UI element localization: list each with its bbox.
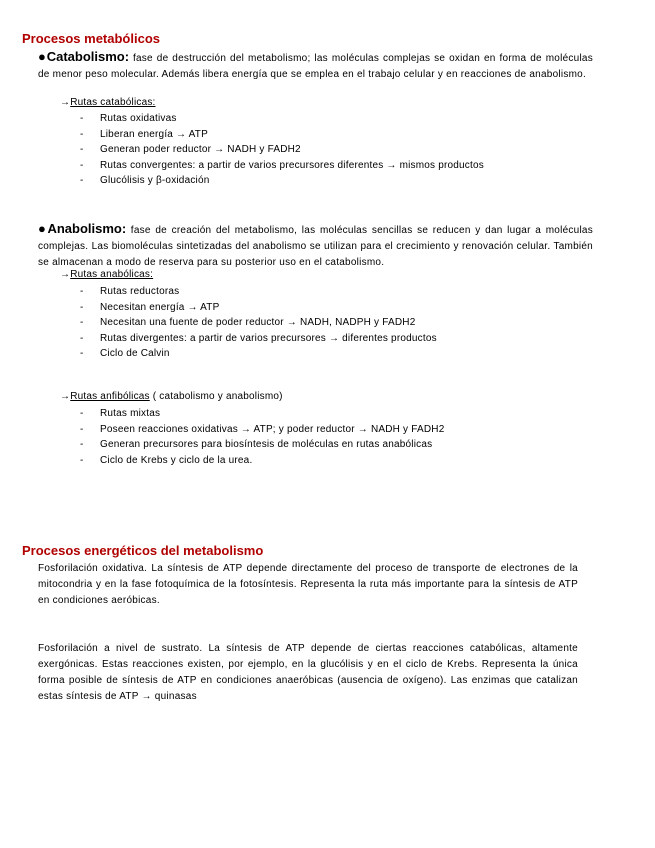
list-item: - Ciclo de Krebs y ciclo de la urea. [80,454,253,466]
list-item: - Ciclo de Calvin [80,348,170,359]
anabolismo-text: fase de creación del metabolismo, las moléculas sencillas se reducen y dan lugar a moléculas complejas. Las biomoléculas sintetizadas del anabolismo se utilizan para el crecimiento y renovación celular. También se almacenan a modo de reserva para su posterior uso en el catabolismo. [38,225,593,268]
arrow-icon: → [60,97,71,108]
anabolismo-paragraph [38,221,593,271]
list-item: - Rutas reductoras [80,286,180,297]
catabolismo-text: fase de destrucción del metabolismo; las moléculas complejas se oxidan en forma de moléculas de menor peso molecular. Además libera energía que se emplea en el trabajo celular y en reacciones de anabolismo. [38,53,593,80]
rutas-anfibolicas-line [60,391,283,402]
catabolismo-title: Catabolismo: [46,49,130,64]
bullet-icon: ● [38,221,48,236]
rutas-anabolicas-line [60,269,153,280]
anabolicas-list [80,284,437,362]
catabolismo-paragraph [38,49,593,83]
anfibolicas-list [80,406,444,468]
rutas-anfibolicas-suffix: ( catabolismo y anabolismo) [149,391,283,402]
fosforilacion-sustrato-paragraph: Fosforilación a nivel de sustrato. La síntesis de ATP depende de ciertas reacciones catabólicas, altamente exergónicas. Estas reacciones existen, por ejemplo, en la glucólisis y en el ciclo de Krebs. Representa la única forma posible de síntesis de ATP en condiciones anaeróbicas (ausencia de oxígeno). Las enzimas que catalizan estas síntesis de ATP → quinasas [38,643,578,702]
catabolicas-list [80,111,484,189]
arrow-icon: → [60,269,71,280]
rutas-anfibolicas-label: Rutas anfibólicas [70,391,150,402]
list-item: - Glucólisis y β-oxidación [80,175,210,186]
section-heading-metabolicos: Procesos metabólicos [22,31,160,46]
arrow-icon: → [60,391,71,402]
list-item: - Liberan energía → ATP [80,128,208,140]
anabolismo-title: Anabolismo: [47,221,127,236]
list-item: - Rutas mixtas [80,408,161,419]
list-item: - Rutas oxidativas [80,113,177,124]
list-item: - Generan poder reductor → NADH y FADH2 [80,144,301,155]
list-item: - Poseen reacciones oxidativas → ATP; y poder reductor → NADH y FADH2 [80,423,445,435]
list-item: - Rutas convergentes: a partir de varios precursores diferentes → mismos productos [80,159,484,171]
list-item: - Necesitan una fuente de poder reductor → NADH, NADPH y FADH2 [80,317,416,328]
rutas-anabolicas-label: Rutas anabólicas: [70,269,154,280]
list-item: - Rutas divergentes: a partir de varios precursores → diferentes productos [80,332,437,344]
section-heading-energeticos: Procesos energéticos del metabolismo [22,543,264,558]
bullet-icon: ● [38,49,47,64]
rutas-catabolicas-line [60,97,156,108]
list-item: - Generan precursores para biosíntesis de moléculas en rutas anabólicas [80,439,433,450]
fosforilacion-oxidativa-paragraph: Fosforilación oxidativa. La síntesis de ATP depende directamente del proceso de transporte de electrones de la mitocondria y en la fase fotoquímica de la fotosíntesis. Representa la ruta más importante para la síntesis de ATP en condiciones aeróbicas. [38,563,578,606]
rutas-catabolicas-label: Rutas catabólicas: [70,97,156,108]
list-item: - Necesitan energía → ATP [80,301,220,313]
